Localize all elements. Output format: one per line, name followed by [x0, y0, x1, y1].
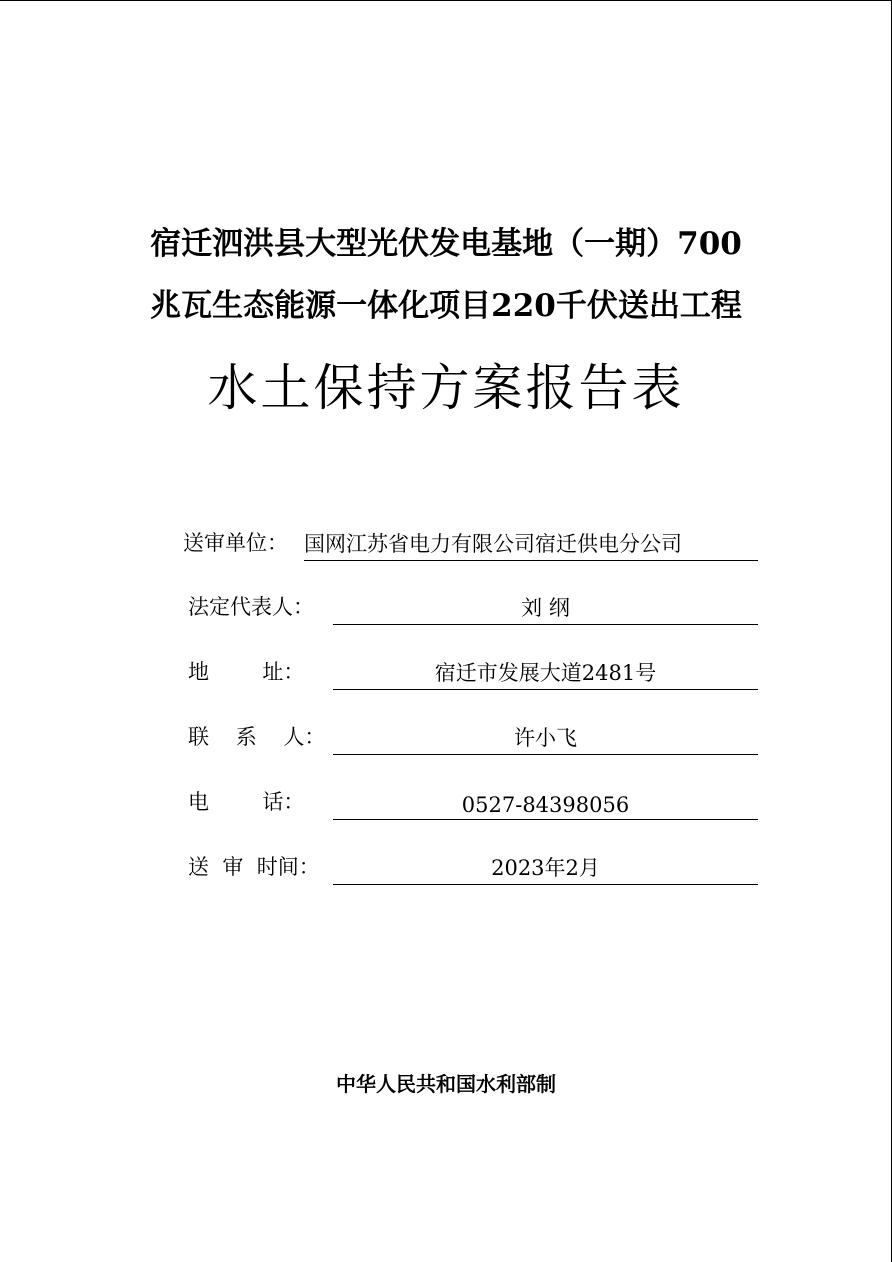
field-row-address: [188, 656, 758, 690]
page-top-border: [0, 0, 892, 1]
field-underline-address: [333, 657, 758, 690]
field-value-unit: 国网江苏省电力有限公司宿迁供电分公司: [304, 532, 682, 556]
issuer-footer: 中华人民共和国水利部制: [336, 1072, 556, 1096]
field-row-phone: [188, 786, 758, 820]
field-row-representative: [188, 591, 758, 625]
field-underline-contact: [333, 722, 758, 755]
field-label-representative: 法定代表人：: [188, 595, 314, 619]
field-value-representative: 刘 纲: [521, 596, 570, 620]
field-label-contact: 联 系 人：: [188, 725, 326, 749]
field-label-unit: 送审单位：: [183, 531, 288, 555]
document-title-line-2: 兆瓦生态能源一体化项目220千伏送出工程: [150, 288, 742, 324]
field-value-time: 2023年2月: [491, 856, 600, 880]
field-row-unit: [183, 527, 758, 561]
field-underline-phone: [333, 787, 758, 820]
field-label-time: 送 审 时间：: [188, 855, 320, 879]
field-value-contact: 许小飞: [514, 726, 577, 750]
document-subtitle: 水土保持方案报告表: [207, 359, 685, 417]
document-title-line-1: 宿迁泗洪县大型光伏发电基地（一期）700: [150, 226, 742, 262]
field-label-phone: 电 话：: [188, 790, 305, 814]
field-value-address: 宿迁市发展大道2481号: [434, 661, 657, 685]
field-underline-representative: [333, 592, 758, 625]
field-underline-unit: [304, 528, 758, 561]
field-row-contact: [188, 721, 758, 755]
field-label-address: 地 址：: [188, 660, 305, 684]
field-row-time: [188, 851, 758, 885]
field-value-phone: 0527-84398056: [461, 793, 630, 817]
field-underline-time: [333, 852, 758, 885]
